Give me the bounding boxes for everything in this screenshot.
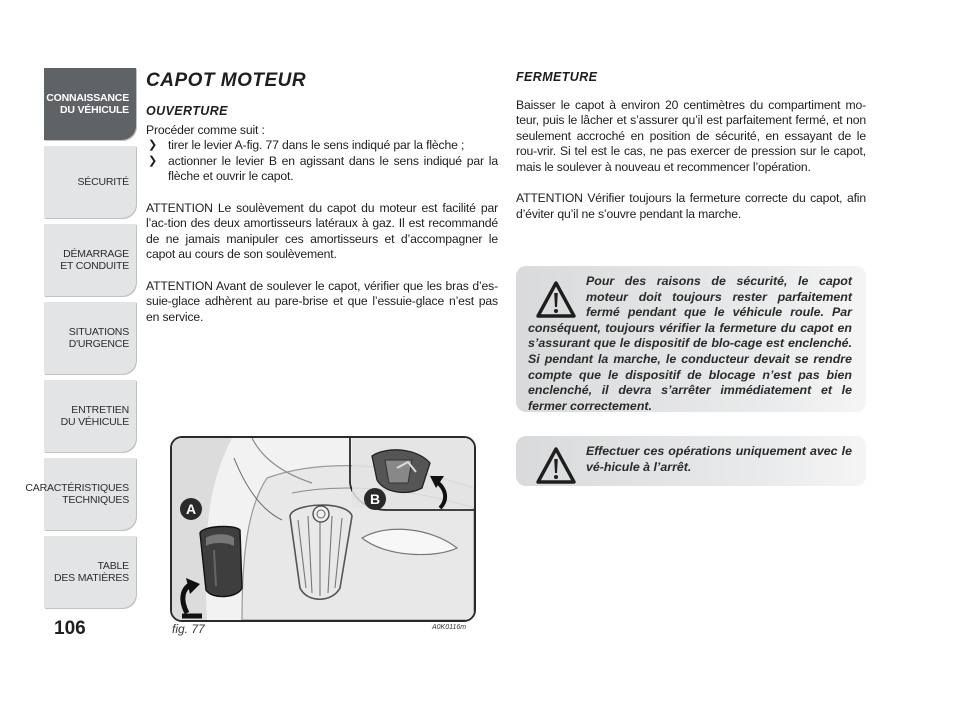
label-b-badge <box>364 488 386 510</box>
warning-text: Pour des raisons de sécurité, le capot moteur doit toujours rester parfaitement fermé pendant que le véhicule roule. Par conséquent, toujours vérifier la fermeture du capot en s’assurant que le dispositif de blo-cage est enclenché. Si pendant la marche, le conducteur devait se rendre compte que le dispositif de blocage n’est pas bien enclenché, il devra s’arrêter immédiatement et le fermer correctement. <box>528 274 852 413</box>
tab-connaissance-du-vehicule[interactable] <box>44 68 136 140</box>
right-column <box>516 70 866 222</box>
car-front-illustration <box>172 438 474 620</box>
tab-label: CARACTÉRISTIQUES TECHNIQUES <box>25 482 129 506</box>
tab-label: SITUATIONS D'URGENCE <box>68 326 129 350</box>
left-column <box>146 70 498 325</box>
tab-label: CONNAISSANCE DU VÉHICULE <box>46 92 129 116</box>
tab-label: ENTRETIEN DU VÉHICULE <box>60 404 129 428</box>
warning-triangle-icon <box>536 280 576 320</box>
steps-list <box>146 138 498 185</box>
attention-paragraph: ATTENTION Vérifier toujours la fermeture correcte du capot, afin d’éviter qu’il ne s’ouvre pendant la marche. <box>516 191 866 221</box>
tab-label: TABLE DES MATIÈRES <box>53 560 129 584</box>
warning-triangle-icon <box>536 446 576 486</box>
warning-text: Effectuer ces opérations uniquement avec le vé-hicule à l’arrêt. <box>586 444 852 474</box>
tab-situations-d-urgence[interactable] <box>44 302 136 374</box>
tab-securite[interactable] <box>44 146 136 218</box>
list-item: ❯ actionner le levier B en agissant dans le sens indiqué par la flèche et ouvrir le capot. <box>146 154 498 185</box>
figure-code: A0K0116m <box>432 624 467 631</box>
tab-caracteristiques-techniques[interactable] <box>25 458 136 530</box>
attention-paragraph: ATTENTION Le soulèvement du capot du moteur est facilité par l’ac-tion des deux amortisseurs latéraux à gaz. Il est recommandé de ne jamais manipuler ces amortisseurs et d’accompagner le capot au cours de son soulèvement. <box>146 200 498 262</box>
tab-label: DÉMARRAGE ET CONDUITE <box>60 248 129 272</box>
tab-table-des-matieres[interactable] <box>44 536 136 608</box>
tab-label: SÉCURITÉ <box>77 176 129 188</box>
label-a: A <box>185 501 197 517</box>
label-a-badge <box>180 498 202 520</box>
subsection-title-ouverture: OUVERTURE <box>146 104 228 118</box>
intro-text: Procéder comme suit : <box>146 122 265 137</box>
list-item: ❯ tirer le levier A-fig. 77 dans le sens indiqué par la flèche ; <box>146 138 498 154</box>
tab-entretien-du-vehicule[interactable] <box>44 380 136 452</box>
closing-paragraph: Baisser le capot à environ 20 centimètres du compartiment mo-teur, puis le lâcher et s’assurer qu’il est parfaitement fermé, et non seulement accroché en position de sécurité, en essayant de le rou-vrir. Si tel est le cas, ne pas exercer de pression sur le capot, mais le soulever à nouveau et recommencer l’opération. <box>516 97 866 174</box>
figure-caption: fig. 77 <box>172 622 205 636</box>
warning-box <box>516 436 866 486</box>
section-title: CAPOT MOTEUR <box>146 70 307 91</box>
subsection-title-fermeture: FERMETURE <box>516 70 598 84</box>
page-number: 106 <box>54 618 86 639</box>
tab-demarrage-et-conduite[interactable] <box>44 224 136 296</box>
figure-hood-release <box>170 436 476 622</box>
attention-paragraph: ATTENTION Avant de soulever le capot, vérifier que les bras d’es-suie-glace adhèrent au pare-brise et que l’essuie-glace n’est pas en service. <box>146 278 498 324</box>
warning-box <box>516 266 866 412</box>
label-b: B <box>369 491 381 507</box>
